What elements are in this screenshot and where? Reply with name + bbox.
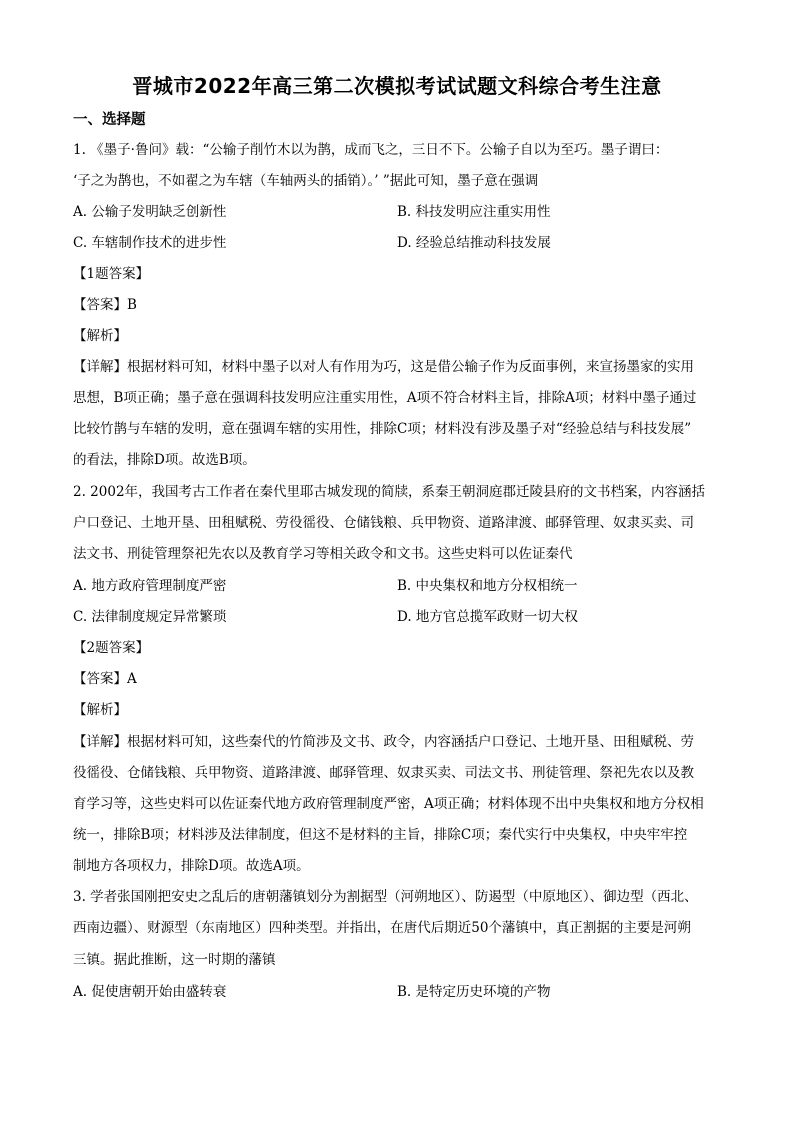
q2-detail-line: 【详解】根据材料可知，这些秦代的竹简涉及文书、政令，内容涵括户口登记、土地开垦、田租赋税、劳 xyxy=(73,734,694,750)
q2-answer-header: 【2题答案】 xyxy=(73,640,150,656)
q1-stem-line: ‘子之为鹊也，不如翟之为车辖（车轴两头的插销）。’ ”据此可知，墨子意在强调 xyxy=(73,173,539,189)
q1-answer-header: 【1题答案】 xyxy=(73,266,150,282)
q3-option-b: B. 是特定历史环境的产物 xyxy=(397,984,551,1000)
q2-detail-line: 役徭役、仓储钱粮、兵甲物资、道路津渡、邮驿管理、奴隶买卖、司法文书、刑徒管理、祭祀先农以及教 xyxy=(73,765,694,781)
q2-detail-line: 制地方各项权力，排除D项。故选A项。 xyxy=(73,858,310,874)
q1-detail-line: 比较竹鹊与车辖的发明，意在强调车辖的实用性，排除C项；材料没有涉及墨子对“经验总结与科技发展” xyxy=(73,421,692,437)
q1-analysis-label: 【解析】 xyxy=(73,328,127,344)
q1-stem-line: 1. 《墨子·鲁问》载：“公输子削竹木以为鹊，成而飞之，三日不下。公输子自以为至巧。墨子谓曰： xyxy=(73,142,669,158)
q1-option-a: A. 公输子发明缺乏创新性 xyxy=(73,204,227,220)
q2-analysis-label: 【解析】 xyxy=(73,702,127,718)
q3-option-a: A. 促使唐朝开始由盛转衰 xyxy=(73,984,227,1000)
q3-stem-line: 西南边疆）、财源型（东南地区）四种类型。并指出，在唐代后期近50个藩镇中，真正割据的主要是河朔 xyxy=(73,920,691,936)
q3-stem-line: 3. 学者张国刚把安史之乱后的唐朝藩镇划分为割据型（河朔地区）、防遏型（中原地区）、御边型（西北、 xyxy=(73,889,698,905)
q2-option-c: C. 法律制度规定异常繁琐 xyxy=(73,609,227,625)
section-heading: 一、选择题 xyxy=(73,112,146,128)
q1-answer: 【答案】B xyxy=(73,297,137,313)
q3-stem-line: 三镇。据此推断，这一时期的藩镇 xyxy=(73,952,276,968)
q1-option-c: C. 车辖制作技术的进步性 xyxy=(73,235,227,251)
q2-detail-line: 统一，排除B项；材料涉及法律制度，但这不是材料的主旨，排除C项；秦代实行中央集权，中央牢牢控 xyxy=(73,827,688,843)
q2-detail-line: 育学习等，这些史料可以佐证秦代地方政府管理制度严密，A项正确；材料体现不出中央集权和地方分权相 xyxy=(73,796,704,812)
q1-option-d: D. 经验总结推动科技发展 xyxy=(397,235,551,251)
q2-stem-line: 户口登记、土地开垦、田租赋税、劳役徭役、仓储钱粮、兵甲物资、道路津渡、邮驿管理、奴隶买卖、司 xyxy=(73,515,694,531)
q2-option-d: D. 地方官总揽军政财一切大权 xyxy=(397,609,578,625)
q1-detail-line: 思想，B项正确；墨子意在强调科技发明应注重实用性，A项不符合材料主旨，排除A项；材料中墨子通过 xyxy=(73,390,697,406)
q1-option-b: B. 科技发明应注重实用性 xyxy=(397,204,551,220)
q1-detail-line: 【详解】根据材料可知，材料中墨子以对人有作用为巧，这是借公输子作为反面事例，来宣扬墨家的实用 xyxy=(73,359,694,375)
q2-stem-line: 法文书、刑徒管理祭祀先农以及教育学习等相关政令和文书。这些史料可以佐证秦代 xyxy=(73,546,573,562)
q2-answer: 【答案】A xyxy=(73,671,137,687)
q2-stem-line: 2. 2002年，我国考古工作者在秦代里耶古城发现的简牍，系秦王朝洞庭郡迁陵县府的文书档案，内容涵括 xyxy=(73,484,706,500)
q2-option-b: B. 中央集权和地方分权相统一 xyxy=(397,578,578,594)
q2-option-a: A. 地方政府管理制度严密 xyxy=(73,578,227,594)
page-title: 晋城市2022年高三第二次模拟考试试题文科综合考生注意 xyxy=(132,74,662,98)
q1-detail-line: 的看法，排除D项。故选B项。 xyxy=(73,452,256,468)
